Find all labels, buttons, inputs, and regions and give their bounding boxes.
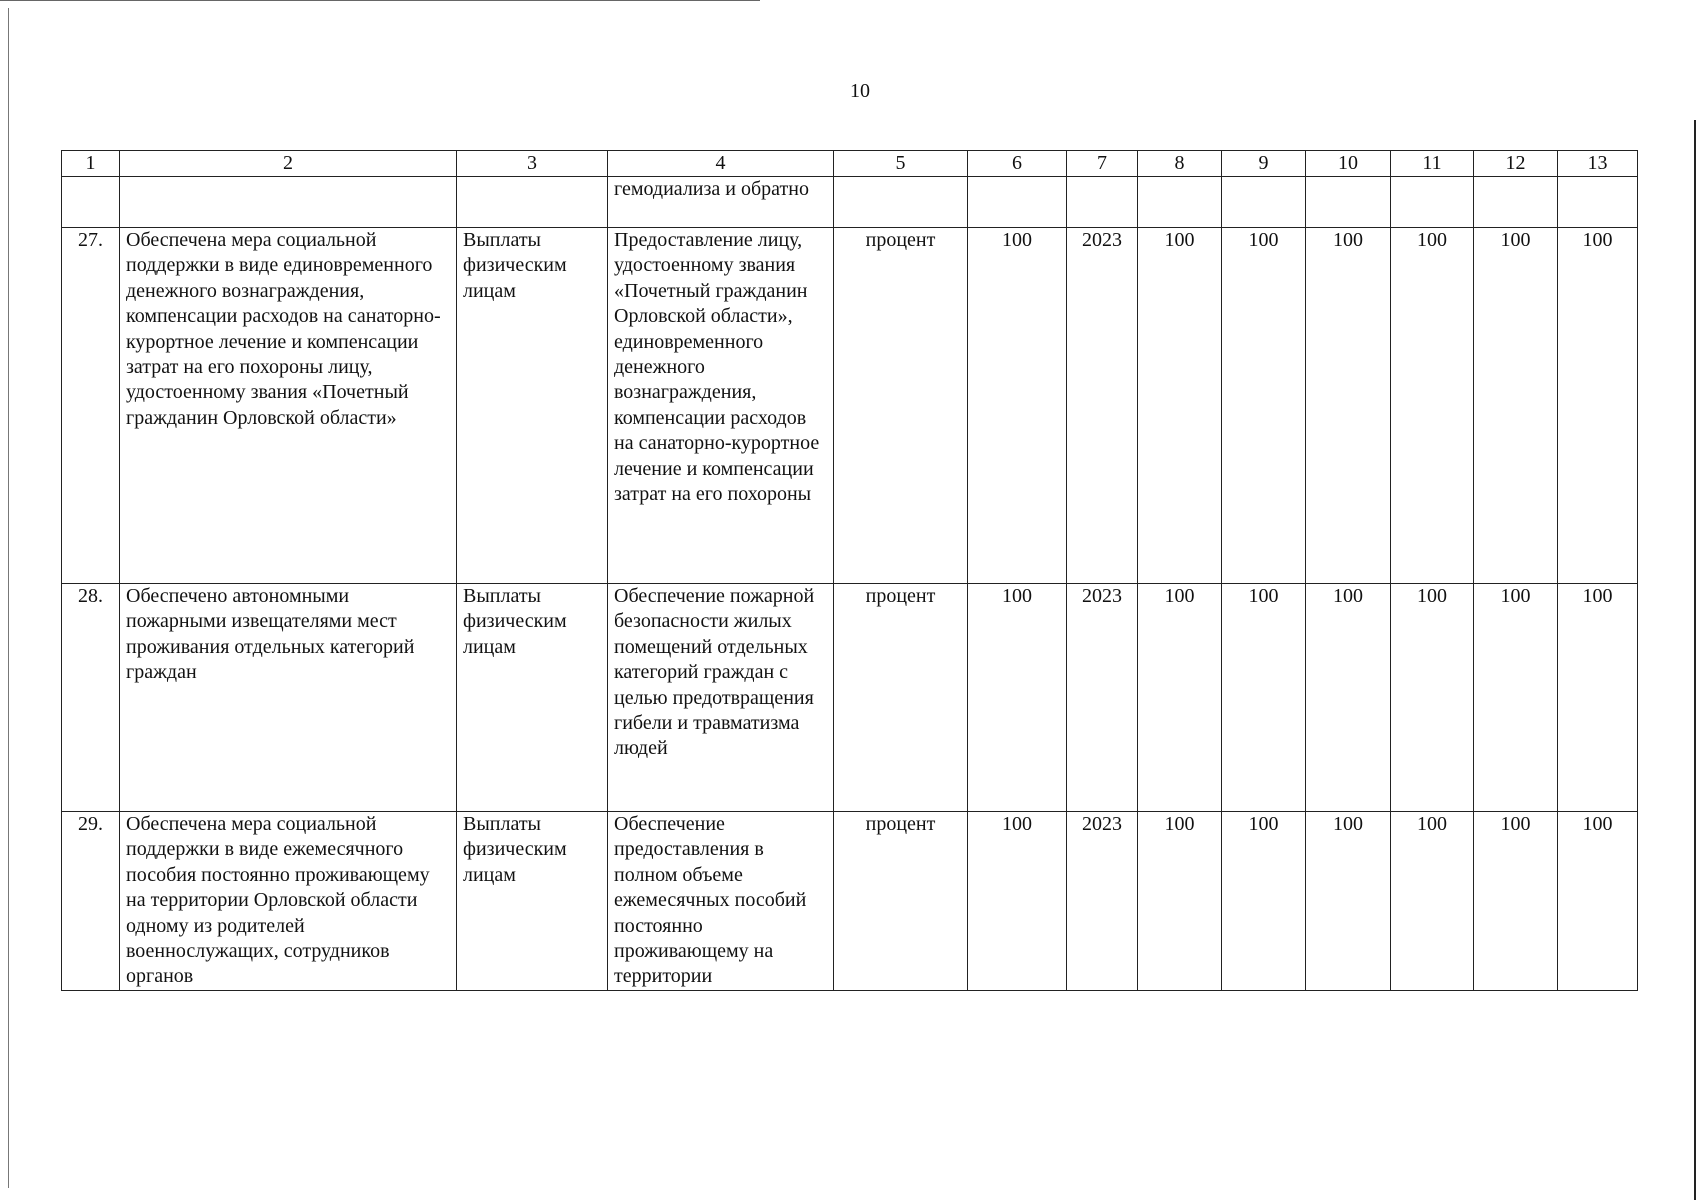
value-col-11: 100 — [1391, 812, 1474, 991]
type-text: Выплаты физическим лицам — [457, 228, 608, 584]
table-cell — [1558, 177, 1638, 228]
table-row — [62, 228, 1638, 584]
base-year: 2023 — [1067, 584, 1138, 812]
value-col-9: 100 — [1222, 584, 1306, 812]
row-number: 27. — [62, 228, 120, 584]
column-number-cell: 2 — [120, 151, 457, 177]
table-cell — [457, 177, 608, 228]
base-value: 100 — [968, 584, 1067, 812]
table-cell — [968, 177, 1067, 228]
column-number-row — [62, 151, 1638, 177]
value-col-12: 100 — [1474, 584, 1558, 812]
value-col-8: 100 — [1138, 228, 1222, 584]
unit-text: процент — [834, 228, 968, 584]
value-col-8: 100 — [1138, 812, 1222, 991]
row-number: 28. — [62, 584, 120, 812]
base-value: 100 — [968, 228, 1067, 584]
unit-text: процент — [834, 812, 968, 991]
type-text: Выплаты физическим лицам — [457, 812, 608, 991]
description-text: Обеспечение пожарной безопасности жилых помещений отдельных категорий граждан с целью предотвращения гибели и травматизма людей — [608, 584, 834, 812]
base-value: 100 — [968, 812, 1067, 991]
result-text: Обеспечено автономными пожарными извещателями мест проживания отдельных категорий граждан — [120, 584, 457, 812]
value-col-12: 100 — [1474, 812, 1558, 991]
column-number-cell: 4 — [608, 151, 834, 177]
value-col-10: 100 — [1306, 584, 1391, 812]
description-text: Обеспечение предоставления в полном объеме ежемесячных пособий постоянно проживающему на территории — [608, 812, 834, 991]
value-col-9: 100 — [1222, 228, 1306, 584]
table-cell — [1067, 177, 1138, 228]
type-text: Выплаты физическим лицам — [457, 584, 608, 812]
description-text: Предоставление лицу, удостоенному звания «Почетный гражданин Орловской области», единовременного денежного вознаграждения, компенсации расходов на санаторно-курортное лечение и компенсации затрат на его похороны — [608, 228, 834, 584]
table-row — [62, 584, 1638, 812]
column-number-cell: 11 — [1391, 151, 1474, 177]
table-cell — [1391, 177, 1474, 228]
value-col-13: 100 — [1558, 812, 1638, 991]
column-number-cell: 7 — [1067, 151, 1138, 177]
scan-edge-top — [0, 0, 760, 1]
table-cell — [1138, 177, 1222, 228]
table-cell — [62, 177, 120, 228]
column-number-cell: 10 — [1306, 151, 1391, 177]
row-number: 29. — [62, 812, 120, 991]
value-col-13: 100 — [1558, 228, 1638, 584]
table-cell — [834, 177, 968, 228]
column-number-cell: 13 — [1558, 151, 1638, 177]
value-col-9: 100 — [1222, 812, 1306, 991]
value-col-13: 100 — [1558, 584, 1638, 812]
result-text: Обеспечена мера социальной поддержки в виде ежемесячного пособия постоянно проживающему на территории Орловской области одному из родителей военнослужащих, сотрудников органов — [120, 812, 457, 991]
scan-edge-right — [1694, 120, 1696, 1200]
column-number-cell: 6 — [968, 151, 1067, 177]
indicators-table — [61, 150, 1638, 991]
column-number-cell: 9 — [1222, 151, 1306, 177]
unit-text: процент — [834, 584, 968, 812]
column-number-cell: 8 — [1138, 151, 1222, 177]
table-cell — [1306, 177, 1391, 228]
column-number-cell: 1 — [62, 151, 120, 177]
base-year: 2023 — [1067, 812, 1138, 991]
base-year: 2023 — [1067, 228, 1138, 584]
value-col-10: 100 — [1306, 812, 1391, 991]
value-col-10: 100 — [1306, 228, 1391, 584]
table-row — [62, 812, 1638, 991]
table-cell — [1222, 177, 1306, 228]
column-number-cell: 3 — [457, 151, 608, 177]
continuation-row — [62, 177, 1638, 228]
page-number: 10 — [850, 80, 870, 102]
value-col-11: 100 — [1391, 228, 1474, 584]
value-col-12: 100 — [1474, 228, 1558, 584]
column-number-cell: 5 — [834, 151, 968, 177]
result-text: Обеспечена мера социальной поддержки в виде единовременного денежного вознаграждения, компенсации расходов на санаторно-курортное лечение и компенсации затрат на его похороны лицу, удостоенному звания «Почетный гражданин Орловской области» — [120, 228, 457, 584]
value-col-8: 100 — [1138, 584, 1222, 812]
continuation-description: гемодиализа и обратно — [608, 177, 834, 228]
column-number-cell: 12 — [1474, 151, 1558, 177]
value-col-11: 100 — [1391, 584, 1474, 812]
table-cell — [1474, 177, 1558, 228]
table-cell — [120, 177, 457, 228]
scan-edge-left — [8, 8, 9, 1188]
